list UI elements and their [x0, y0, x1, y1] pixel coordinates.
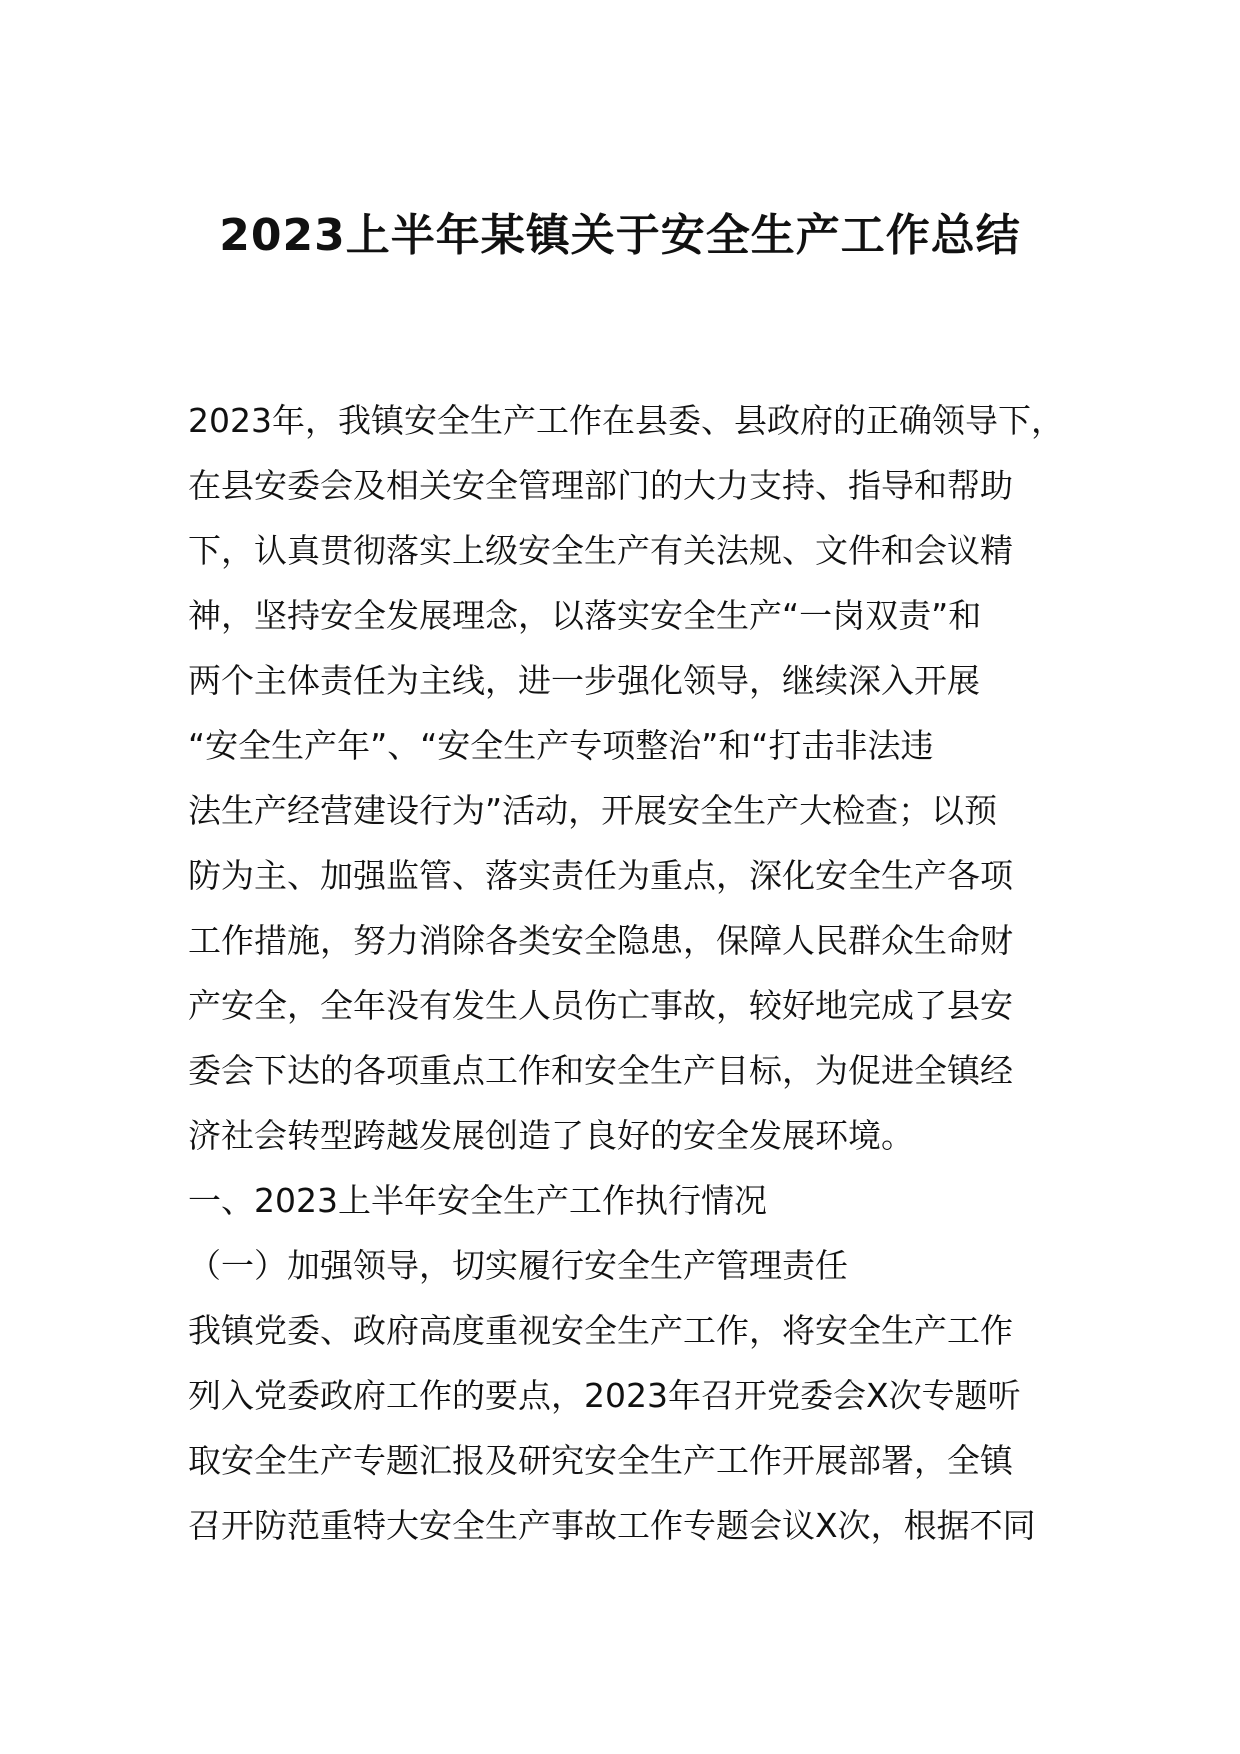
document-body: [188, 388, 1088, 1558]
section-heading: 一、2023上半年安全生产工作执行情况: [188, 1181, 767, 1220]
text-line: 防为主、加强监管、落实责任为重点，深化安全生产各项: [188, 856, 1013, 895]
text-line: 济社会转型跨越发展创造了良好的安全发展环境。: [188, 1116, 914, 1155]
text-line: 在县安委会及相关安全管理部门的大力支持、指导和帮助: [188, 466, 1013, 505]
text-line: “安全生产年”、“安全生产专项整治”和“打击非法违: [188, 726, 934, 765]
subsection-heading: （一）加强领导，切实履行安全生产管理责任: [188, 1246, 848, 1285]
text-line: 召开防范重特大安全生产事故工作专题会议X次，根据不同: [188, 1506, 1036, 1545]
text-line: 法生产经营建设行为”活动，开展安全生产大检查；以预: [188, 791, 998, 830]
text-line: 2023年，我镇安全生产工作在县委、县政府的正确领导下，: [188, 401, 1064, 440]
document-title: 2023上半年某镇关于安全生产工作总结: [219, 210, 1021, 261]
text-line: 下，认真贯彻落实上级安全生产有关法规、文件和会议精: [188, 531, 1013, 570]
text-line: 委会下达的各项重点工作和安全生产目标，为促进全镇经: [188, 1051, 1013, 1090]
text-line: 我镇党委、政府高度重视安全生产工作，将安全生产工作: [188, 1311, 1013, 1350]
text-line: 产安全，全年没有发生人员伤亡事故，较好地完成了县安: [188, 986, 1013, 1025]
text-line: 取安全生产专题汇报及研究安全生产工作开展部署，全镇: [188, 1441, 1013, 1480]
text-line: 工作措施，努力消除各类安全隐患，保障人民群众生命财: [188, 921, 1013, 960]
text-line: 列入党委政府工作的要点，2023年召开党委会X次专题听: [188, 1376, 1021, 1415]
text-line: 两个主体责任为主线，进一步强化领导，继续深入开展: [188, 661, 980, 700]
text-line: 神，坚持安全发展理念，以落实安全生产“一岗双责”和: [188, 596, 982, 635]
